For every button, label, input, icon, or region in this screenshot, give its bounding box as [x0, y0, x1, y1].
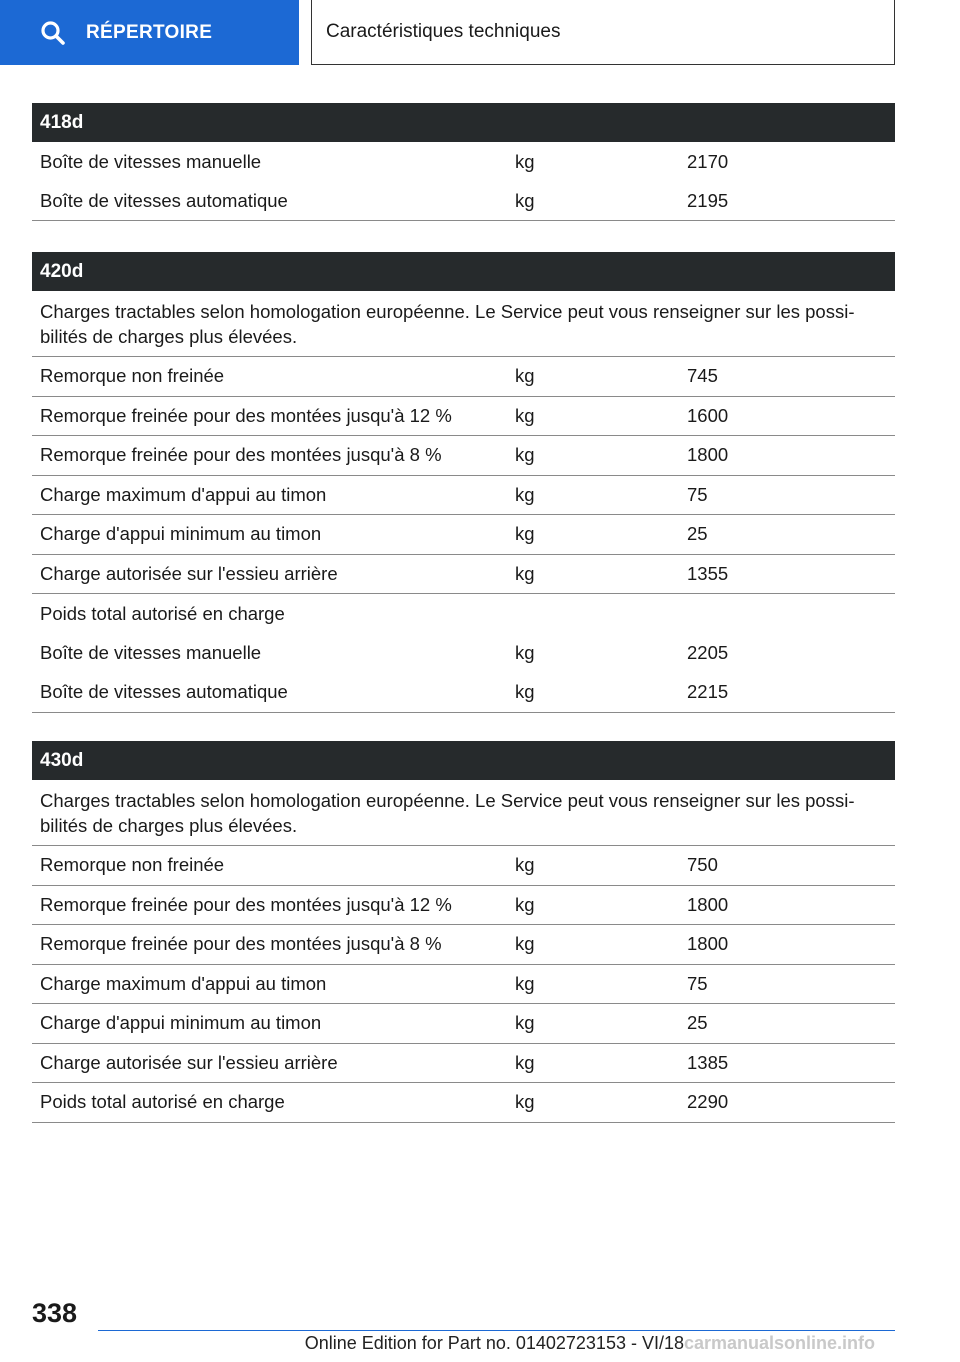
table-row [32, 1044, 895, 1084]
row-value: 75 [687, 972, 708, 994]
table-row [32, 1004, 895, 1044]
row-unit: kg [515, 972, 535, 994]
row-unit: kg [515, 189, 535, 211]
row-label: Boîte de vitesses automatique [40, 189, 288, 211]
row-value: 1800 [687, 444, 729, 466]
row-unit: kg [515, 365, 535, 387]
row-value: 745 [687, 365, 718, 387]
table-row [32, 594, 895, 634]
row-value: 750 [687, 854, 718, 876]
page-number: 338 [32, 1298, 78, 1328]
row-unit: kg [515, 893, 535, 915]
index-button[interactable] [0, 0, 299, 65]
row-label: Charge maximum d'appui au timon [40, 483, 327, 505]
row-unit: kg [515, 523, 535, 545]
row-label: Remorque non freinée [40, 365, 225, 387]
row-label: Charge d'appui minimum au timon [40, 1012, 322, 1034]
row-unit: kg [515, 483, 535, 505]
watermark: carmanualsonline.info [684, 1333, 876, 1353]
row-value: 1800 [687, 933, 729, 955]
row-label: Boîte de vitesses manuelle [40, 150, 262, 172]
row-unit: kg [515, 562, 535, 584]
table-row [32, 476, 895, 516]
edition-text: Online Edition for Part no. 01402723153 - VI/18 [304, 1333, 684, 1353]
table-row [32, 673, 895, 713]
row-unit: kg [515, 681, 535, 703]
row-label: Remorque freinée pour des montées jusqu'à 8 % [40, 444, 442, 466]
table-row [32, 965, 895, 1005]
row-value: 1355 [687, 562, 729, 584]
row-value: 2215 [687, 681, 729, 703]
row-label: Charge d'appui minimum au timon [40, 523, 322, 545]
search-icon [40, 20, 66, 46]
row-unit: kg [515, 404, 535, 426]
section-420d [32, 252, 895, 713]
row-label: Charge autorisée sur l'essieu arrière [40, 562, 338, 584]
table-row [32, 886, 895, 926]
row-unit: kg [515, 1051, 535, 1073]
row-value: 2170 [687, 150, 729, 172]
row-value: 25 [687, 1012, 708, 1034]
row-unit: kg [515, 933, 535, 955]
row-value: 2290 [687, 1091, 729, 1113]
section-header: 418d [32, 103, 895, 142]
row-unit: kg [515, 854, 535, 876]
row-label: Remorque freinée pour des montées jusqu'à 12 % [40, 404, 452, 426]
section-418d [32, 103, 895, 221]
table-row [32, 436, 895, 476]
row-unit: kg [515, 1091, 535, 1113]
section-430d [32, 741, 895, 1123]
row-unit: kg [515, 150, 535, 172]
row-label: Charge maximum d'appui au timon [40, 972, 327, 994]
row-value: 2195 [687, 189, 729, 211]
index-label: RÉPERTOIRE [86, 21, 213, 43]
table-row [32, 142, 895, 182]
table-row [32, 182, 895, 222]
table-row [32, 555, 895, 595]
chapter-title[interactable] [311, 0, 895, 65]
row-label: Boîte de vitesses manuelle [40, 642, 262, 664]
row-label: Remorque freinée pour des montées jusqu'à 12 % [40, 893, 452, 915]
row-value: 75 [687, 483, 708, 505]
row-value: 1800 [687, 893, 729, 915]
row-unit: kg [515, 1012, 535, 1034]
section-header: 430d [32, 741, 895, 780]
section-header: 420d [32, 252, 895, 291]
footer-divider [98, 1330, 895, 1331]
table-row [32, 925, 895, 965]
row-unit: kg [515, 444, 535, 466]
chapter-title-text: Caractéristiques techniques [326, 21, 561, 42]
row-value: 1385 [687, 1051, 729, 1073]
table-row [32, 1083, 895, 1123]
table-row [32, 846, 895, 886]
table-row [32, 634, 895, 674]
table-row [32, 515, 895, 555]
section-note: Charges tractables selon homologation européenne. Le Service peut vous renseigner sur les possi-bilités de charges plus élevées. [32, 291, 895, 357]
row-label: Boîte de vitesses automatique [40, 681, 288, 703]
row-label: Remorque freinée pour des montées jusqu'à 8 % [40, 933, 442, 955]
row-label: Charge autorisée sur l'essieu arrière [40, 1051, 338, 1073]
row-label: Poids total autorisé en charge [40, 1091, 285, 1113]
section-note: Charges tractables selon homologation européenne. Le Service peut vous renseigner sur les possi-bilités de charges plus élevées. [32, 780, 895, 846]
row-value: 2205 [687, 642, 729, 664]
table-row [32, 397, 895, 437]
row-unit: kg [515, 642, 535, 664]
row-label: Remorque non freinée [40, 854, 225, 876]
table-row [32, 357, 895, 397]
row-value: 1600 [687, 404, 729, 426]
row-value: 25 [687, 523, 708, 545]
row-label: Poids total autorisé en charge [40, 602, 285, 624]
